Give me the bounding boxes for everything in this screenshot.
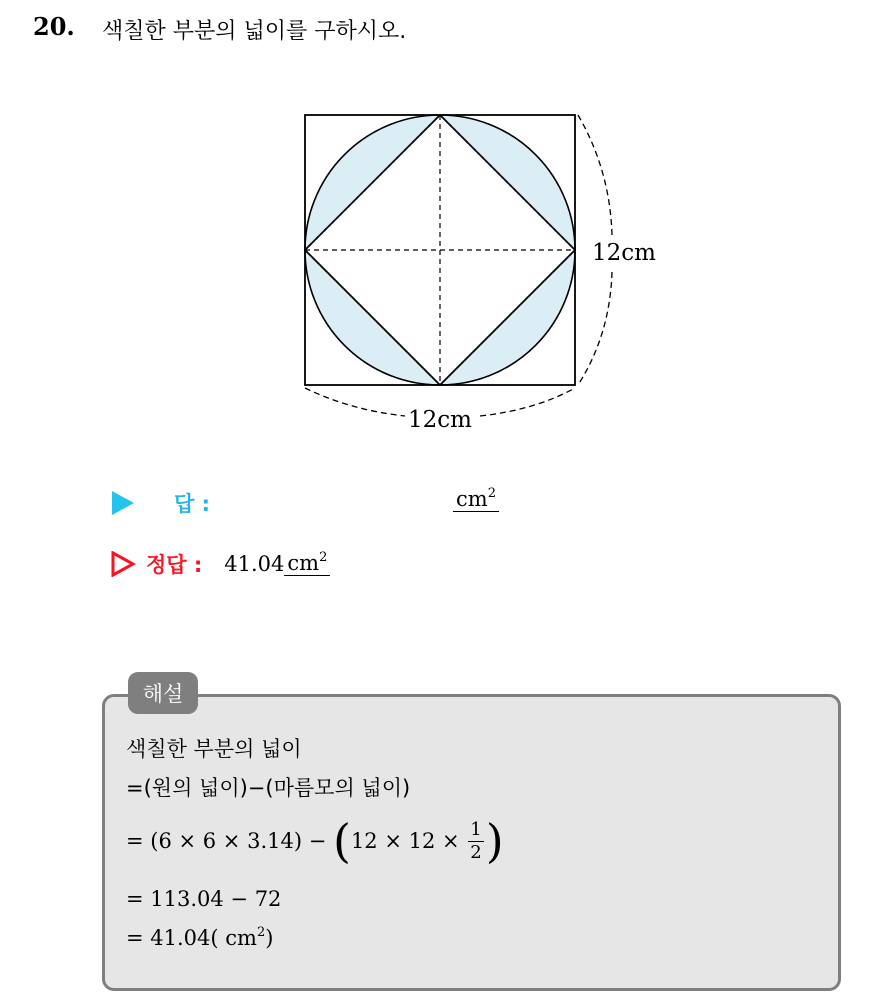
play-triangle-icon [112,491,134,515]
answer-blank[interactable] [453,488,499,512]
answer-label: 답 : [174,492,210,516]
geometry-figure [0,0,884,470]
explanation-line-4: = 113.04 − 72 [126,887,282,911]
question-number: 20. [33,12,75,41]
explanation-line-3: = (6 × 6 × 3.14) − ( 12 × 12 × $\frac{1}{2}$ ) [126,814,504,868]
correct-answer-value: 41.04 [224,552,285,576]
answer-unit: $cm^2$ [453,488,499,512]
answer-row [112,488,210,518]
side-length-label: 12cm [592,240,656,266]
fraction-one-half: $\frac{1}{2}$ [470,818,482,863]
outline-triangle-icon [110,551,136,577]
correct-answer-label: 정답 : [146,553,203,577]
bottom-length-label: 12cm [408,407,472,433]
question-text: 색칠한 부분의 넓이를 구하시오. [102,19,407,44]
explanation-line-1: 색칠한 부분의 넓이 [126,737,302,761]
correct-answer-row [110,549,330,579]
correct-answer-unit: $cm^2$ [284,552,330,576]
explanation-tag: 해설 [128,672,198,714]
explanation-line-2: =(원의 넓이)−(마름모의 넓이) [126,776,411,800]
explanation-line-5: = 41.04( $cm^2$) [126,925,274,950]
